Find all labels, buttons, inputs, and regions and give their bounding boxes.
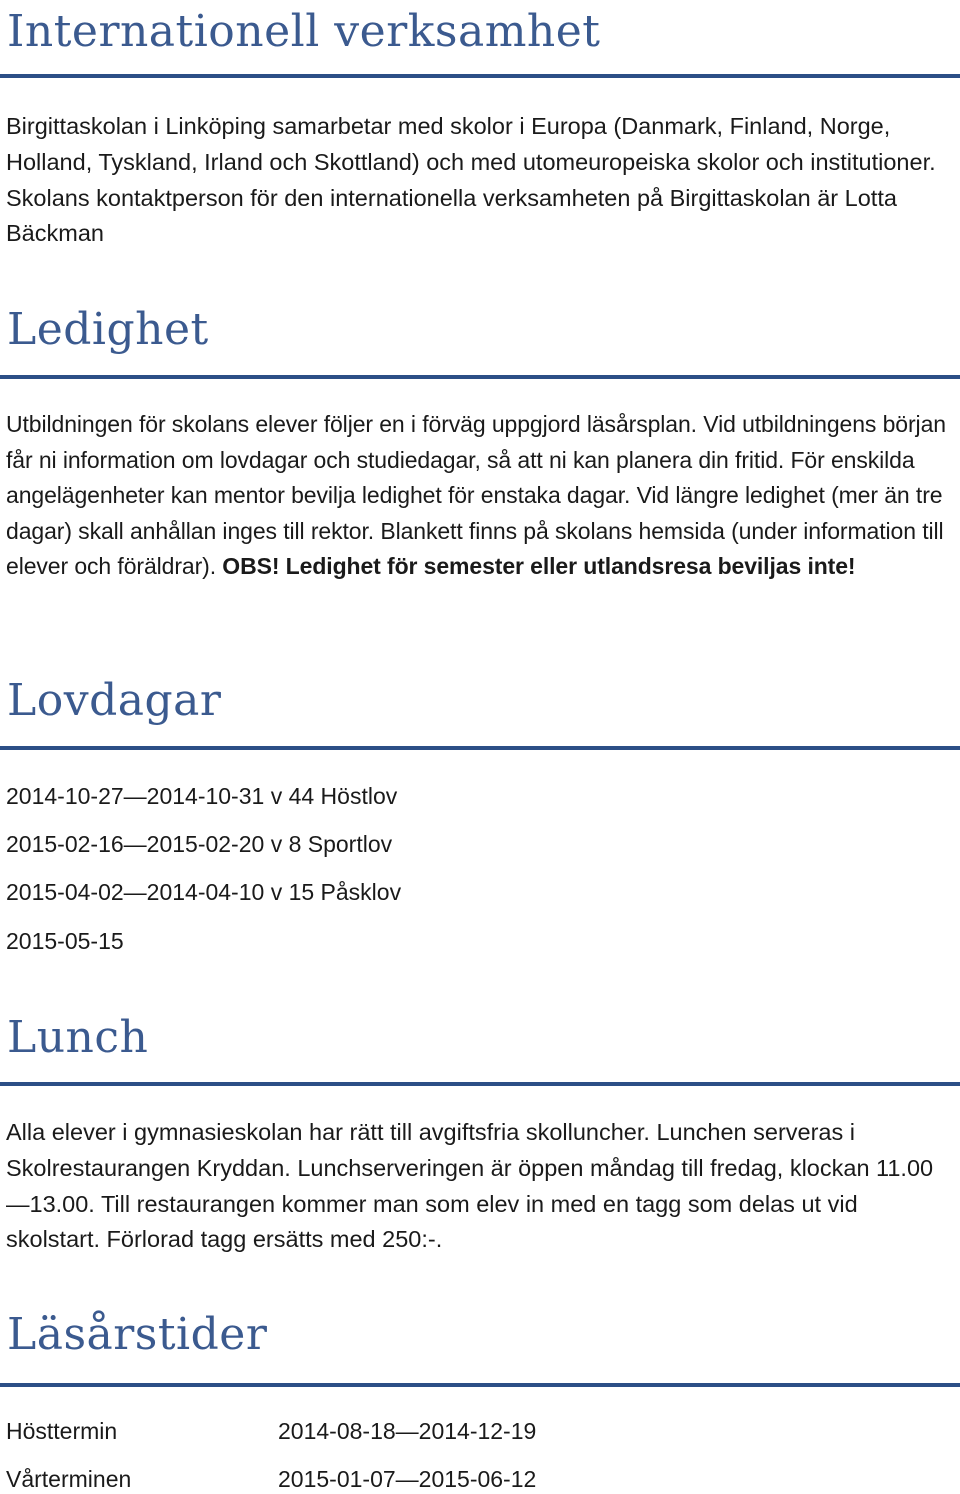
term-dates: 2014-08-18—2014-12-19 — [278, 1418, 537, 1444]
heading-rule — [0, 375, 960, 379]
lovdag-row: 2015-02-16—2015-02-20 v 8 Sportlov — [6, 831, 393, 857]
lovdag-row: 2015-05-15 — [6, 928, 124, 954]
ledighet-bold-note: OBS! Ledighet för semester eller utlandsresa beviljas inte! — [222, 553, 856, 580]
heading-lasarstider: Läsårstider — [7, 1309, 268, 1360]
heading-ledighet: Ledighet — [7, 304, 209, 355]
heading-lovdagar: Lovdagar — [7, 675, 222, 726]
ledighet-text: Utbildningen för skolans elever följer en i förväg uppgjord läsårsplan. Vid utbildningens början får ni information om lovdagar och studiedagar, så att ni kan planera din fritid. För enskilda angelägenheter kan mentor bevilja ledighet för enstaka dagar. Vid längre ledighet (mer än tre dagar) skall anhållan inges till rektor. Blankett finns på skolans hemsida (under information till elever och föräldrar). — [6, 411, 946, 580]
lovdag-row: 2015-04-02—2014-04-10 v 15 Påsklov — [6, 879, 402, 905]
term-dates: 2015-01-07—2015-06-12 — [278, 1466, 537, 1492]
term-label: Vårterminen — [6, 1466, 132, 1492]
paragraph-ledighet — [6, 407, 951, 585]
term-label: Hösttermin — [6, 1418, 118, 1444]
paragraph-lunch: Alla elever i gymnasieskolan har rätt till avgiftsfria skolluncher. Lunchen serveras i Skolrestaurangen Kryddan. Lunchserveringen är öppen måndag till fredag, klockan 11.00—13.00. Till restaurangen kommer man som elev in med en tagg som delas ut vid skolstart. Förlorad tagg ersätts med 250:-. — [6, 1119, 934, 1253]
heading-rule — [0, 746, 960, 750]
lovdag-row: 2014-10-27—2014-10-31 v 44 Höstlov — [6, 783, 398, 809]
heading-rule — [0, 1082, 960, 1086]
heading-rule — [0, 74, 960, 78]
heading-lunch: Lunch — [7, 1012, 149, 1063]
paragraph-internationell: Birgittaskolan i Linköping samarbetar med skolor i Europa (Danmark, Finland, Norge, Holland, Tyskland, Irland och Skottland) och med utomeuropeiska skolor och institutioner. Skolans kontaktperson för den internationella verksamheten på Birgittaskolan är Lotta Bäckman — [6, 113, 936, 247]
heading-rule — [0, 1383, 960, 1387]
heading-internationell: Internationell verksamhet — [7, 6, 601, 57]
